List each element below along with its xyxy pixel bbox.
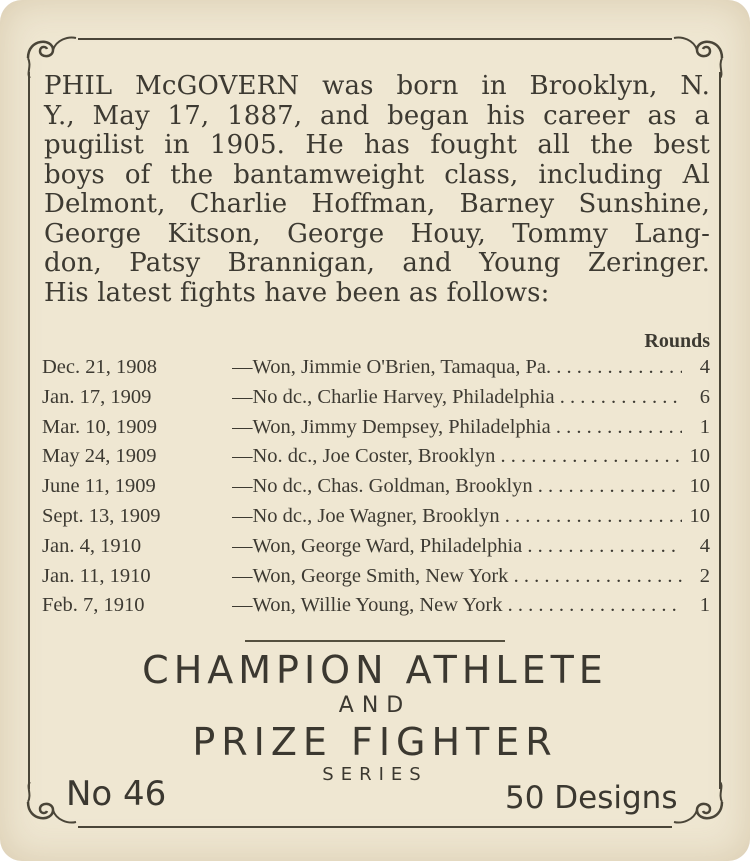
fight-row: [42, 475, 710, 505]
fight-rounds: 6: [699, 385, 710, 408]
fight-result: —Won, Willie Young, New York . . .: [232, 594, 682, 617]
fight-date: Feb. 7, 1910: [42, 594, 145, 617]
fight-rounds: 10: [689, 475, 710, 498]
bio-line: His latest fights have been as follows:: [44, 277, 550, 308]
bio-line: Delmont, Charlie Hoffman, Barney Sunshine,: [44, 189, 710, 219]
biography-paragraph: [44, 72, 710, 308]
fight-date: Jan. 4, 1910: [42, 534, 142, 557]
fight-rounds: 4: [699, 356, 710, 378]
fight-row: [42, 535, 710, 565]
fight-result: —No. dc., Joe Coster, Brooklyn . . .: [232, 445, 682, 468]
top-border-rule: [78, 38, 672, 40]
fight-date: Dec. 21, 1908: [42, 356, 158, 378]
fight-date: Mar. 10, 1909: [42, 415, 158, 438]
bio-line: George Kitson, George Houy, Tommy Lang-: [44, 218, 710, 249]
fight-result: —Won, Jimmy Dempsey, Philadelphia . . .: [232, 416, 682, 439]
fight-row: [42, 505, 710, 535]
corner-scroll-ornament-icon: [672, 18, 732, 78]
fight-rounds: 10: [689, 504, 710, 527]
bio-line: boys of the bantamweight class, including Al: [44, 159, 710, 190]
fight-row: [42, 416, 710, 446]
series-title-line-3: PRIZE FIGHTER: [192, 720, 558, 764]
series-title-line-1: CHAMPION ATHLETE: [142, 648, 608, 692]
series-title-line-4: SERIES: [322, 764, 428, 785]
fight-rounds: 4: [699, 534, 710, 557]
bio-line: pugilist in 1905. He has fought all the best: [44, 130, 710, 160]
fight-result: —No dc., Joe Wagner, Brooklyn . . .: [232, 505, 682, 528]
card-number: No 46: [66, 774, 167, 814]
fight-rounds: 10: [689, 445, 710, 468]
fight-date: Sept. 13, 1909: [42, 504, 161, 527]
fight-result: —Won, Jimmie O'Brien, Tamaqua, Pa. . . .: [232, 356, 682, 379]
series-title-line-2: AND: [338, 693, 412, 718]
fight-row: [42, 565, 710, 595]
designs-count: 50 Designs: [505, 780, 678, 816]
fight-date: June 11, 1909: [42, 475, 156, 498]
corner-scroll-ornament-icon: [672, 782, 732, 842]
fight-record-list: [42, 356, 710, 624]
fight-rounds: 2: [699, 564, 710, 587]
fight-row: [42, 386, 710, 416]
fight-result: —No dc., Chas. Goldman, Brooklyn . . .: [232, 475, 682, 498]
corner-scroll-ornament-icon: [18, 18, 78, 78]
fight-rounds: 1: [699, 415, 710, 438]
fight-result: —No dc., Charlie Harvey, Philadelphia . . .: [232, 386, 682, 409]
fight-rounds: 1: [699, 594, 710, 617]
bio-line: don, Patsy Brannigan, and Young Zeringer.: [44, 248, 710, 278]
fight-date: Jan. 17, 1909: [42, 385, 152, 408]
fight-result: —Won, George Ward, Philadelphia . . .: [232, 535, 682, 558]
fight-date: May 24, 1909: [42, 445, 157, 468]
fight-result: —Won, George Smith, New York . . .: [232, 565, 682, 588]
rounds-column-header: Rounds: [644, 330, 710, 352]
fight-row: [42, 356, 710, 386]
fight-row: [42, 594, 710, 624]
bio-line: PHIL McGOVERN was born in Brooklyn, N.: [44, 71, 710, 101]
section-divider: [245, 640, 505, 642]
fight-date: Jan. 11, 1910: [42, 564, 151, 587]
fight-row: [42, 445, 710, 475]
bottom-border-rule: [78, 826, 672, 828]
bio-line: Y., May 17, 1887, and began his career as a: [44, 100, 710, 131]
